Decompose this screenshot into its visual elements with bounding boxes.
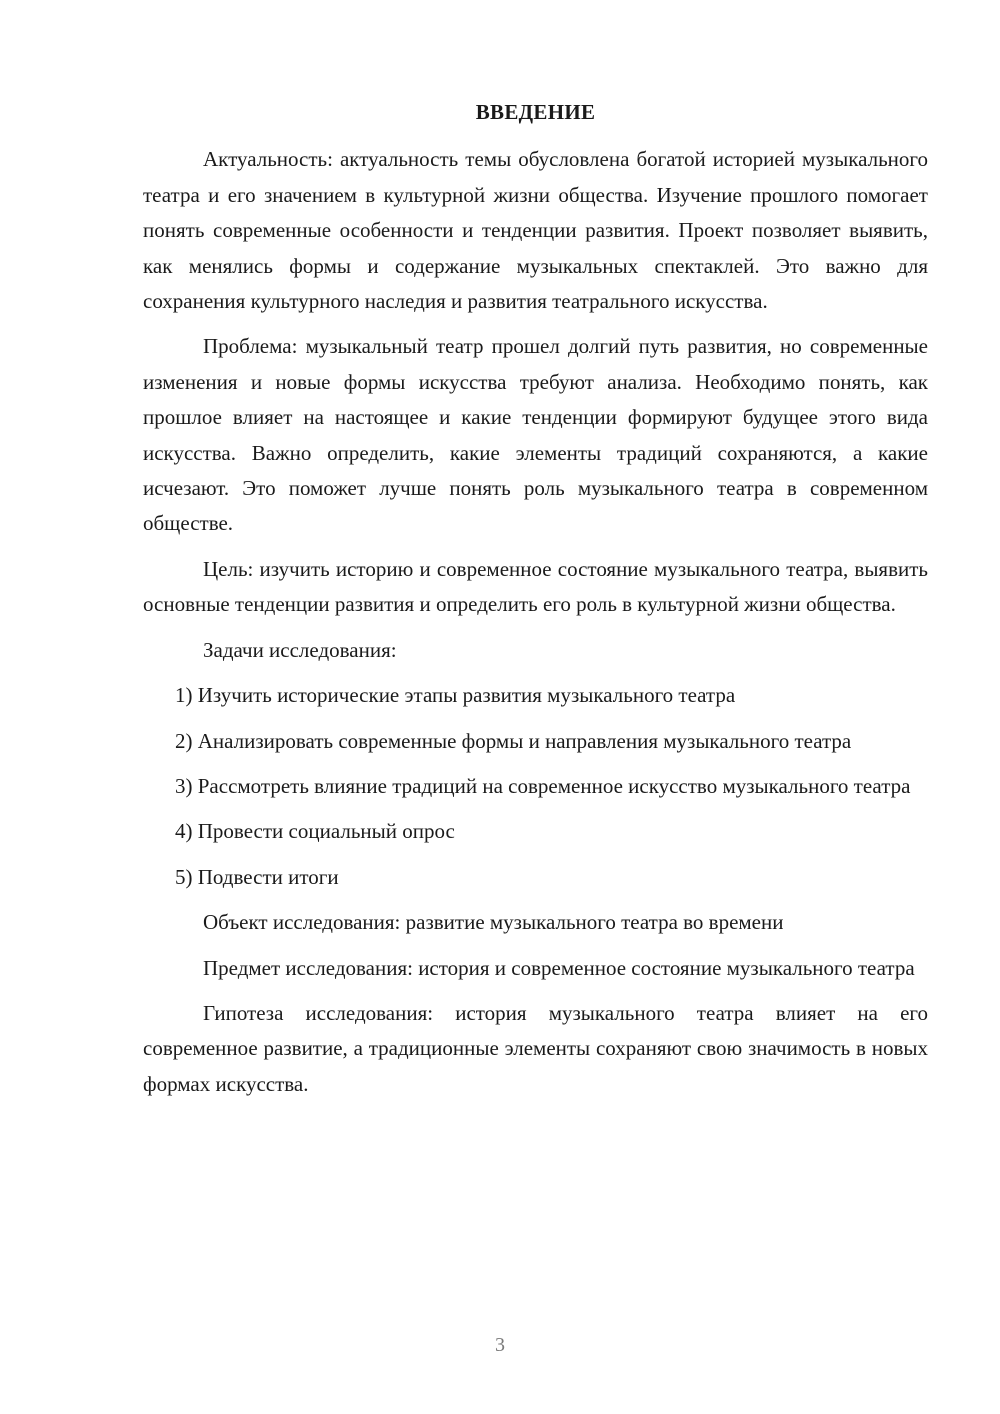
subject-paragraph: Предмет исследования: история и современное состояние музыкального театра <box>203 955 915 980</box>
document-body <box>143 95 928 1112</box>
task-item: 3) Рассмотреть влияние традиций на современное искусство музыкального театра <box>175 773 911 798</box>
hypothesis-paragraph: Гипотеза исследования: история музыкального театра влияет на его современное развитие, а традиционные элементы сохраняют свою значимость в новых формах искусства. <box>143 1000 928 1096</box>
page-number: 3 <box>495 1334 505 1356</box>
section-heading: ВВЕДЕНИЕ <box>475 100 596 124</box>
relevance-paragraph: Актуальность: актуальность темы обусловлена богатой историей музыкального театра и его значением в культурной жизни общества. Изучение прошлого помогает понять современные особенности и тенденции развития. Проект позволяет выявить, как менялись формы и содержание музыкальных спектаклей. Это важно для сохранения культурного наследия и развития театрального искусства. <box>143 147 928 314</box>
object-paragraph: Объект исследования: развитие музыкального театра во времени <box>203 910 784 935</box>
task-item: 2) Анализировать современные формы и направления музыкального театра <box>175 728 852 753</box>
task-item: 1) Изучить исторические этапы развития музыкального театра <box>175 683 736 708</box>
task-item: 5) Подвести итоги <box>175 864 339 889</box>
tasks-heading: Задачи исследования: <box>203 637 397 662</box>
goal-paragraph: Цель: изучить историю и современное состояние музыкального театра, выявить основные тенденции развития и определить его роль в культурной жизни общества. <box>143 556 928 617</box>
problem-paragraph: Проблема: музыкальный театр прошел долгий путь развития, но современные изменения и новые формы искусства требуют анализа. Необходимо понять, как прошлое влияет на настоящее и какие тенденции формируют будущее этого вида искусства. Важно определить, какие элементы традиций сохраняются, а какие исчезают. Это поможет лучше понять роль музыкального театра в современном обществе. <box>143 334 928 536</box>
task-item: 4) Провести социальный опрос <box>175 819 455 844</box>
